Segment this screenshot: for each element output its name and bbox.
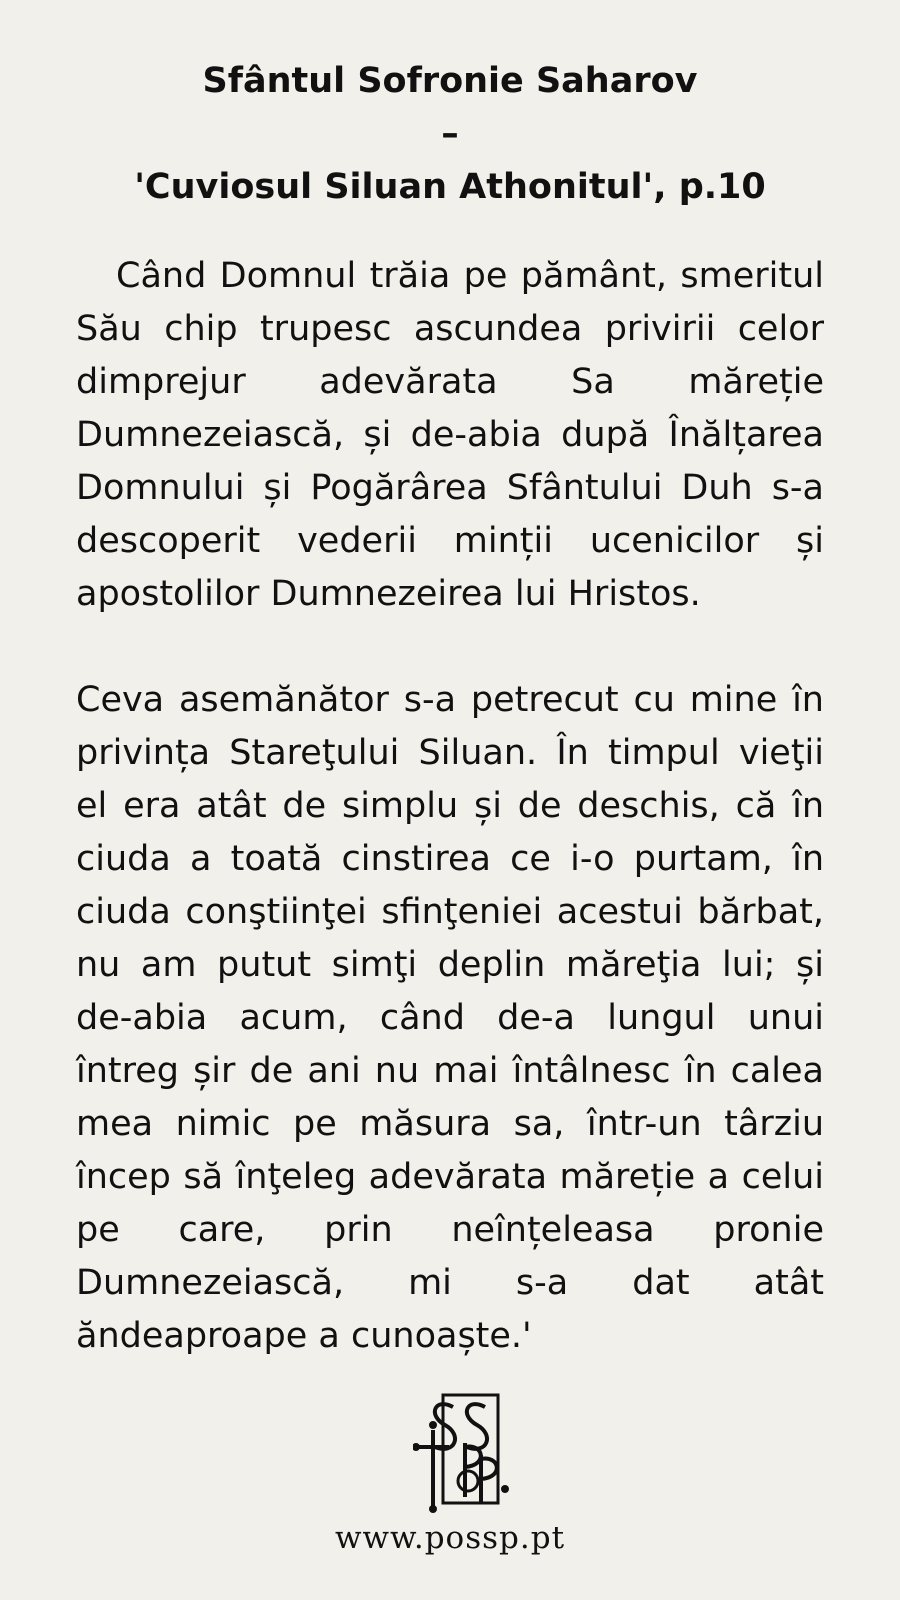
ssp-cross-monogram-icon	[413, 1385, 513, 1515]
author-name: Sfântul Sofronie Saharov	[202, 61, 698, 101]
quote-body	[76, 250, 824, 1363]
quote-paragraph-1: Când Domnul trăia pe pământ, smeritul Său chip trupesc ascundea privirii celor dimprejur adevărata Sa măreție Dumnezeiască, și de-abia după Înălțarea Domnului și Pogărârea Sfântului Duh s-a descoperit vederii minții ucenicilor și apostolilor Dumnezeirea lui Hristos.	[76, 256, 824, 614]
website-url[interactable]: www.possp.pt	[334, 1520, 566, 1556]
header-dash: –	[441, 114, 459, 154]
quote-header	[0, 55, 900, 214]
quote-paragraph-2: Ceva asemănător s-a petrecut cu mine în privința Stareţului Siluan. În timpul vieţii el era atât de simplu și de deschis, că în ciuda a toată cinstirea ce i-o purtam, în ciuda conştiinţei sfinţeniei acestui bărbat, nu am putut simţi deplin măreţia lui; și de-abia acum, când de-a lungul unui întreg șir de ani nu mai întâlnesc în calea mea nimic pe măsura sa, într-un târziu încep să înţeleg adevărata măreție a celui pe care, prin neînțeleasa pronie Dumnezeiască, mi s-a dat atât ăndeaproape a cunoaște.'	[76, 680, 824, 1356]
source-reference: 'Cuviosul Siluan Athonitul', p.10	[134, 167, 766, 207]
